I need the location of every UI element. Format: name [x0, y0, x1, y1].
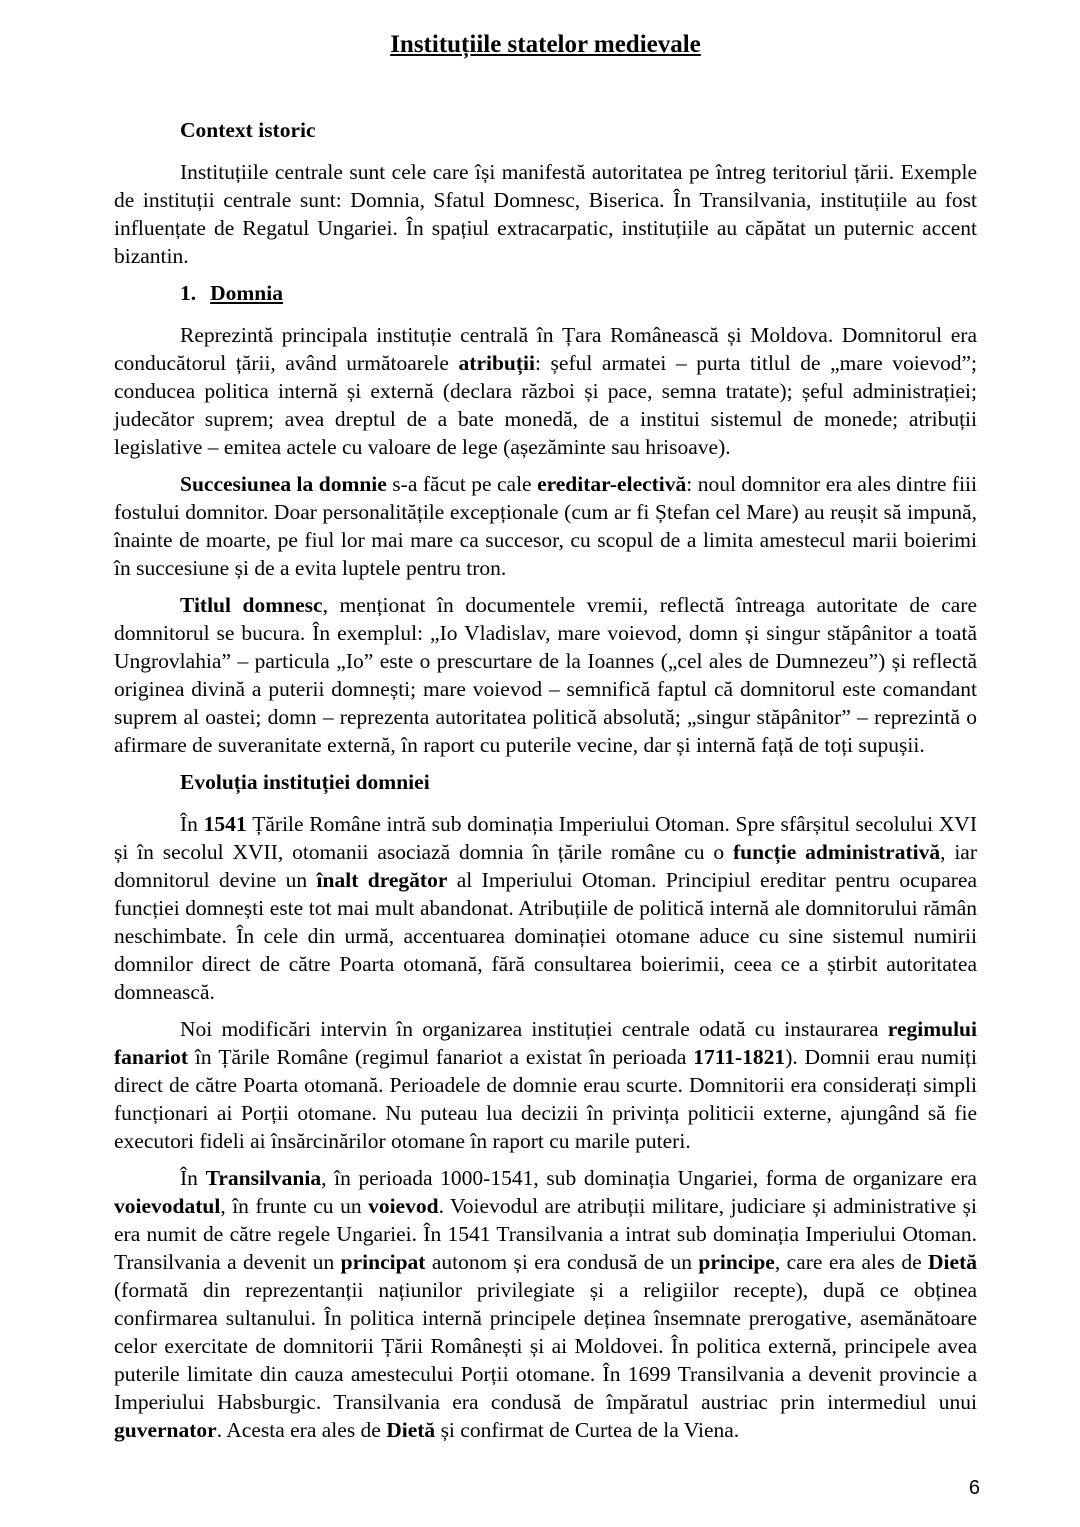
text-run: , menționat în documentele vremii, reflectă întreaga autoritate de care domnitorul se bucura. În exemplul: „Io Vladislav, mare voievod, domn și singur stăpânitor a toată Ungrovlahia” – particula „Io” este o prescurtare de la Ioannes („cel ales de Dumnezeu”) și reflectă originea divină a puterii domnești; mare voievod – semnifică faptul că domnitorul este comandant suprem al oastei; domn – reprezenta autoritatea politică absolută; „singur stăpânitor” – reprezintă o afirmare de suveranitate externă, în raport cu puterile vecine, dar și internă față de toți supușii.	[114, 593, 977, 757]
bold-text-run: înalt dregător	[316, 868, 448, 892]
text-run: Reprezintă principala instituție centrală în Țara Românească și Moldova. Domnitorul era conducătorul țării, având următoarele	[114, 323, 977, 375]
bold-text-run: guvernator	[114, 1418, 217, 1442]
paragraph-ottoman-1541	[114, 810, 977, 1006]
text-run: ). Domnii erau numiți direct de către Poarta otomană. Perioadele de domnie erau scurte. Domnitorii era considerați simpli funcționari ai Porții otomane. Nu puteau lua decizii în privința politicii externe, ajungând să fie executori fideli ai însărcinărilor otomane în raport cu marile puteri.	[114, 1045, 978, 1153]
page-number: 6	[968, 1477, 980, 1499]
bold-text-run: principe	[698, 1250, 775, 1274]
bold-text-run: funcție administrativă	[732, 840, 941, 864]
text-run: . Acesta era ales de	[216, 1418, 387, 1442]
bold-text-run: Transilvania	[205, 1166, 322, 1190]
text-run: autonom și era condusă de un	[425, 1250, 699, 1274]
paragraph-context-intro	[114, 158, 977, 270]
text-run: , în perioada 1000-1541, sub dominația Ungariei, forma de organizare era	[321, 1166, 977, 1190]
paragraph-princely-title	[114, 591, 977, 759]
text-run: , în frunte cu un	[220, 1194, 369, 1218]
paragraph-succession	[114, 470, 977, 582]
paragraph-phanariot	[114, 1015, 977, 1155]
bold-text-run: voievod	[368, 1194, 439, 1218]
text-run: și confirmat de Curtea de la Viena.	[435, 1418, 740, 1442]
text-run: în Țările Române (regimul fanariot a existat în perioada	[188, 1045, 694, 1069]
bold-text-run: Titlul domnesc	[180, 593, 323, 617]
text-run: Instituțiile centrale sunt cele care își manifestă autoritatea pe întreg teritoriul țării. Exemple de instituții centrale sunt: Domnia, Sfatul Domnesc, Biserica. În Transilvania, instituțiile au fost influențate de Regatul Ungariei. În spațiul extracarpatic, instituțiile au căpătat un puternic accent bizantin.	[114, 160, 977, 268]
text-run: În	[180, 1166, 206, 1190]
bold-text-run: Dietă	[386, 1418, 436, 1442]
paragraph-transylvania	[114, 1164, 977, 1444]
text-run: : șeful armatei – purta titlul de „mare voievod”; conducea politica internă și externă (declara război și pace, semna tratate); șeful administrației; judecător suprem; avea dreptul de a bate monedă, de a institui sistemul de monede; atribuții legislative – emitea actele cu valoare de lege (așezăminte sau hrisoave).	[114, 351, 977, 459]
bold-text-run: atribuții	[458, 351, 535, 375]
heading-evolution: Evoluția instituției domniei	[180, 770, 430, 794]
text-run: , care era ales de	[774, 1250, 929, 1274]
text-run: s-a făcut pe cale	[386, 472, 538, 496]
paragraph-domnia-attributions	[114, 321, 977, 461]
text-run: În	[180, 812, 204, 836]
heading-domnia-number: 1.	[180, 281, 197, 305]
bold-text-run: regimului fanariot	[114, 1017, 977, 1069]
text-run: al Imperiului Otoman. Principiul ereditar pentru ocuparea funcției domnești este tot mai mult abandonat. Atribuțiile de politică internă ale domnitorului rămân neschimbate. În cele din urmă, accentuarea dominației otomane aduce cu sine sistemul numirii domnilor direct de către Poarta otomană, fără consultarea boierimii, ceea ce a știrbit autoritatea domnească.	[114, 868, 977, 1004]
text-run: Noi modificări intervin în organizarea instituției centrale odată cu instaurarea	[180, 1017, 888, 1041]
text-run: , iar domnitorul devine un	[114, 840, 977, 892]
heading-domnia	[114, 279, 977, 307]
bold-text-run: Succesiunea la domnie	[180, 472, 387, 496]
heading-context-istoric: Context istoric	[180, 118, 316, 142]
bold-text-run: principat	[340, 1250, 426, 1274]
bold-text-run: Dietă	[928, 1250, 977, 1274]
bold-text-run: voievodatul	[114, 1194, 221, 1218]
text-run: : noul domnitor era ales dintre fiii fostului domnitor. Doar personalitățile excepționale (cum ar fi Ștefan cel Mare) au reușit să impună, înainte de moarte, pe fiul lor mai mare ca succesor, cu scopul de a limita amestecul marii boierimi în succesiune și de a evita luptele pentru tron.	[114, 472, 977, 580]
text-run: (formată din reprezentanții națiunilor privilegiate și a religiilor recepte), după ce obținea confirmarea sultanului. În politica internă principele deținea însemnate prerogative, asemănătoare celor exercitate de domnitorii Țării Românești și ai Moldovei. În politica externă, principele avea puterile limitate din cauza amestecului Porții otomane. În 1699 Transilvania a devenit provincie a Imperiului Habsburgic. Transilvania era condusă de împăratul austriac prin intermediul unui	[114, 1278, 977, 1414]
text-run: Țările Române intră sub dominația Imperiului Otoman. Spre sfârșitul secolului XVI și în secolul XVII, otomanii asociază domnia în țările române cu o	[114, 812, 977, 864]
document-title: Instituțiile statelor medievale	[390, 31, 701, 58]
text-run: . Voievodul are atribuții militare, judiciare și administrative și era numit de către regele Ungariei. În 1541 Transilvania a intrat sub dominația Imperiului Otoman. Transilvania a devenit un	[114, 1194, 977, 1274]
document-content	[114, 30, 977, 1453]
bold-text-run: 1541	[203, 812, 247, 836]
heading-domnia-label: Domnia	[210, 281, 283, 305]
bold-text-run: 1711-1821	[693, 1045, 786, 1069]
bold-text-run: ereditar-electivă	[537, 472, 687, 496]
